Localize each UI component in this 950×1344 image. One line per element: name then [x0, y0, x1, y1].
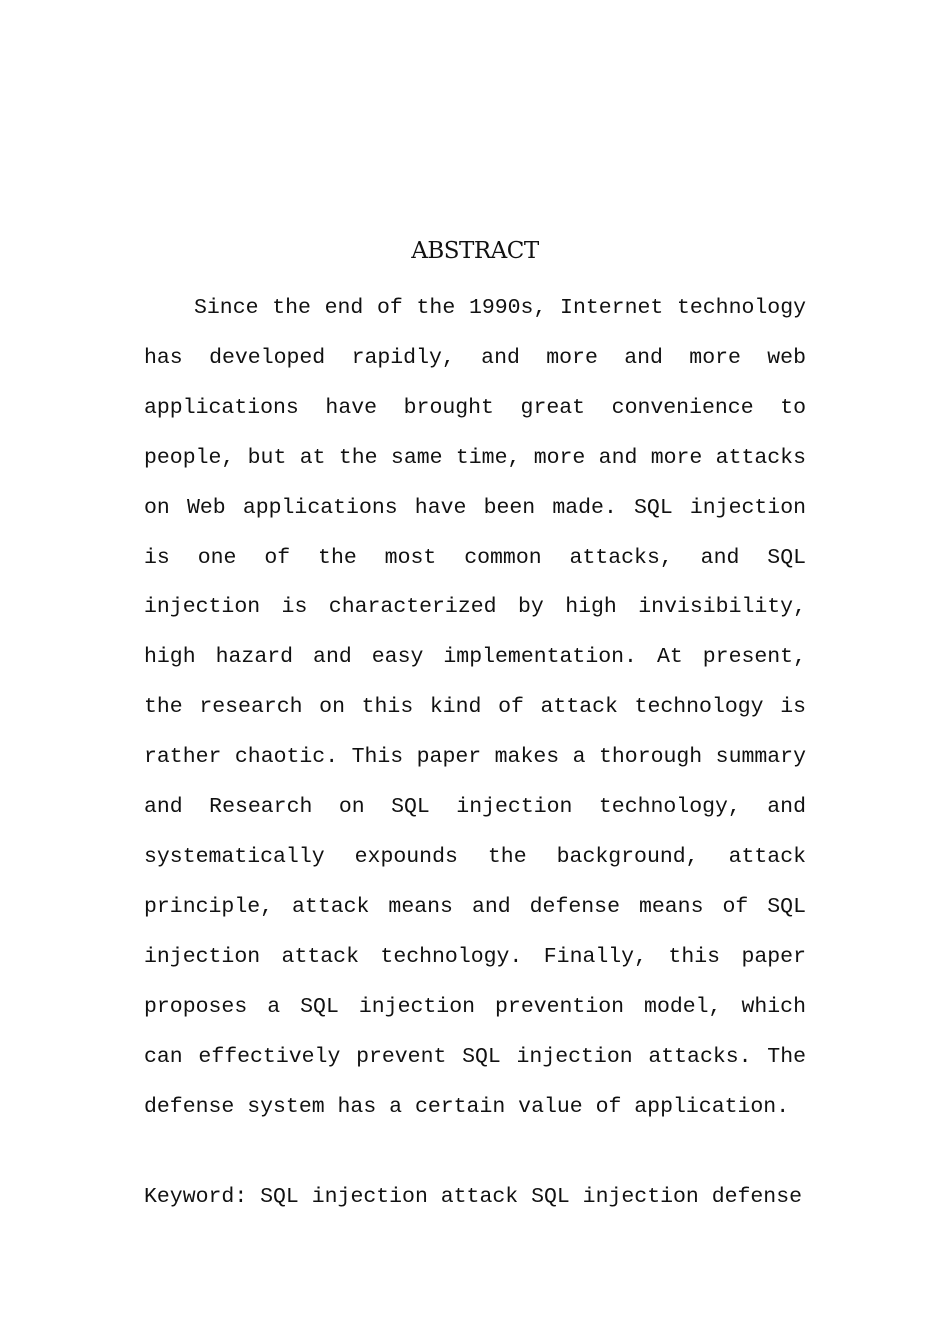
keywords-text: SQL injection attack SQL injection defense: [260, 1185, 803, 1209]
keywords-label: Keyword:: [144, 1185, 248, 1209]
keywords-line: [144, 1180, 844, 1214]
abstract-title: ABSTRACT: [411, 238, 539, 264]
abstract-body: Since the end of the 1990s, Internet technology has developed rapidly, and more and more web applications have brought great convenience to people, but at the same time, more and more attacks on Web applications have been made. SQL injection is one of the most common attacks, and SQL injection is characterized by high invisibility, high hazard and easy implementation. At present, the research on this kind of attack technology is rather chaotic. This paper makes a thorough summary and Research on SQL injection technology, and systematically expounds the background, attack principle, attack means and defense means of SQL injection attack technology. Finally, this paper proposes a SQL injection prevention model, which can effectively prevent SQL injection attacks. The defense system has a certain value of application.: [144, 296, 806, 1119]
